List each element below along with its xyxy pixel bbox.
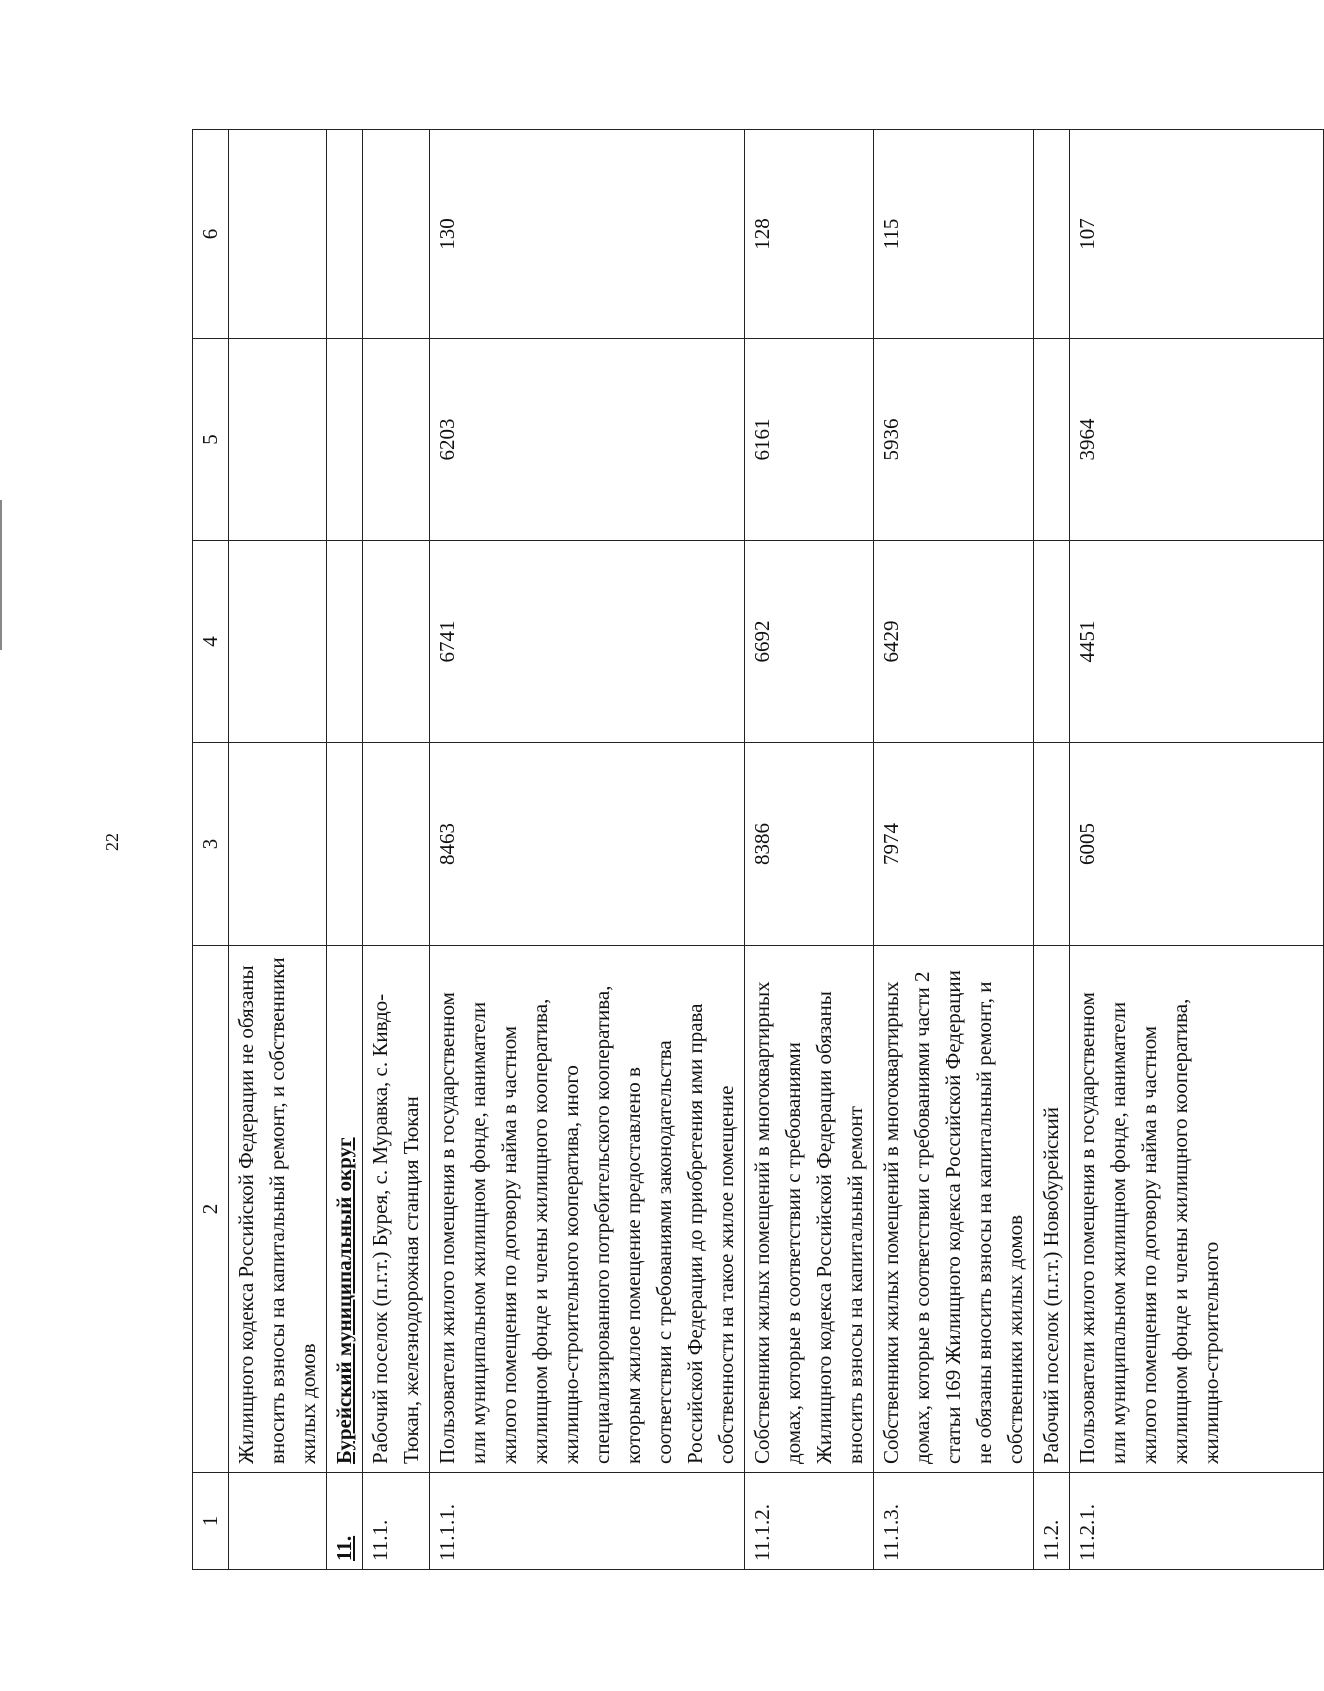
row-value-col3: 6005 <box>1070 743 1324 946</box>
row-number: 11.2. <box>1034 1473 1070 1570</box>
tariff-table <box>192 129 1324 1570</box>
row-description: Рабочий поселок (п.г.т.) Новобурейский <box>1034 946 1070 1473</box>
section-number: 11. <box>327 1473 363 1570</box>
header-col-3: 3 <box>193 743 229 946</box>
row-value-col4 <box>327 541 363 743</box>
row-value-col4 <box>229 541 327 743</box>
row-description: Рабочий поселок (п.г.т.) Бурея, с. Муравка, с. Кивдо-Тюкан, железнодорожная станция Тюкан <box>363 946 430 1473</box>
row-number: 11.1.1. <box>430 1473 745 1570</box>
row-value-col6 <box>1034 130 1070 339</box>
row-description: Пользователи жилого помещения в государственном или муниципальном жилищном фонде, наниматели жилого помещения по договору найма в частном жилищном фонде и члены жилищного кооператива, жилищно-строительного кооператива, иного специализированного потребительского кооператива, которым жилое помещение предоставлено в соответствии с требованиями законодательства Российской Федерации до приобретения ими права собственности на такое жилое помещение <box>430 946 745 1473</box>
row-number: 11.2.1. <box>1070 1473 1324 1570</box>
row-description: Пользователи жилого помещения в государственном или муниципальном жилищном фонде, наниматели жилого помещения по договору найма в частном жилищном фонде и члены жилищного кооператива, жилищно-строительного <box>1070 946 1324 1473</box>
table-row <box>745 130 874 1570</box>
row-value-col3: 8463 <box>430 743 745 946</box>
table-row <box>1070 130 1324 1570</box>
table-row <box>229 130 327 1570</box>
section-row <box>327 130 363 1570</box>
row-value-col5 <box>229 339 327 541</box>
row-number: 11.1.3. <box>874 1473 1034 1570</box>
header-col-6: 6 <box>193 130 229 339</box>
row-value-col3 <box>229 743 327 946</box>
row-number: 11.1.2. <box>745 1473 874 1570</box>
scan-edge-mark <box>0 500 2 650</box>
row-value-col5: 5936 <box>874 339 1034 541</box>
row-value-col6: 107 <box>1070 130 1324 339</box>
table-row <box>874 130 1034 1570</box>
row-value-col4 <box>1034 541 1070 743</box>
row-value-col3 <box>1034 743 1070 946</box>
row-value-col5: 6161 <box>745 339 874 541</box>
row-value-col5 <box>1034 339 1070 541</box>
row-value-col5: 3964 <box>1070 339 1324 541</box>
row-value-col3 <box>363 743 430 946</box>
header-col-2: 2 <box>193 946 229 1473</box>
row-value-col4: 6741 <box>430 541 745 743</box>
row-description: Жилищного кодекса Российской Федерации не обязаны вносить взносы на капитальный ремонт, и собственники жилых домов <box>229 946 327 1473</box>
row-value-col6: 130 <box>430 130 745 339</box>
row-value-col4: 6692 <box>745 541 874 743</box>
header-col-1: 1 <box>193 1473 229 1570</box>
header-row <box>193 130 229 1570</box>
row-value-col5 <box>327 339 363 541</box>
page-number: 22 <box>102 833 122 851</box>
row-description: Собственники жилых помещений в многоквартирных домах, которые в соответствии с требованиями части 2 статьи 169 Жилищного кодекса Российской Федерации не обязаны вносить взносы на капитальный ремонт, и собственники жилых домов <box>874 946 1034 1473</box>
row-value-col3: 8386 <box>745 743 874 946</box>
row-value-col3 <box>327 743 363 946</box>
row-value-col4: 4451 <box>1070 541 1324 743</box>
header-col-5: 5 <box>193 339 229 541</box>
row-value-col5 <box>363 339 430 541</box>
row-value-col4 <box>363 541 430 743</box>
section-title: Бурейский муниципальный округ <box>327 946 363 1473</box>
row-number: 11.1. <box>363 1473 430 1570</box>
row-value-col3: 7974 <box>874 743 1034 946</box>
table-frame <box>192 130 1223 1570</box>
row-value-col6 <box>229 130 327 339</box>
row-number <box>229 1473 327 1570</box>
row-value-col5: 6203 <box>430 339 745 541</box>
table-row <box>363 130 430 1570</box>
table-row <box>1034 130 1070 1570</box>
row-value-col6 <box>363 130 430 339</box>
row-value-col6 <box>327 130 363 339</box>
table-row <box>430 130 745 1570</box>
row-description: Собственники жилых помещений в многоквартирных домах, которые в соответствии с требованиями Жилищного кодекса Российской Федерации обязаны вносить взносы на капитальный ремонт <box>745 946 874 1473</box>
header-col-4: 4 <box>193 541 229 743</box>
row-value-col6: 128 <box>745 130 874 339</box>
row-value-col4: 6429 <box>874 541 1034 743</box>
row-value-col6: 115 <box>874 130 1034 339</box>
